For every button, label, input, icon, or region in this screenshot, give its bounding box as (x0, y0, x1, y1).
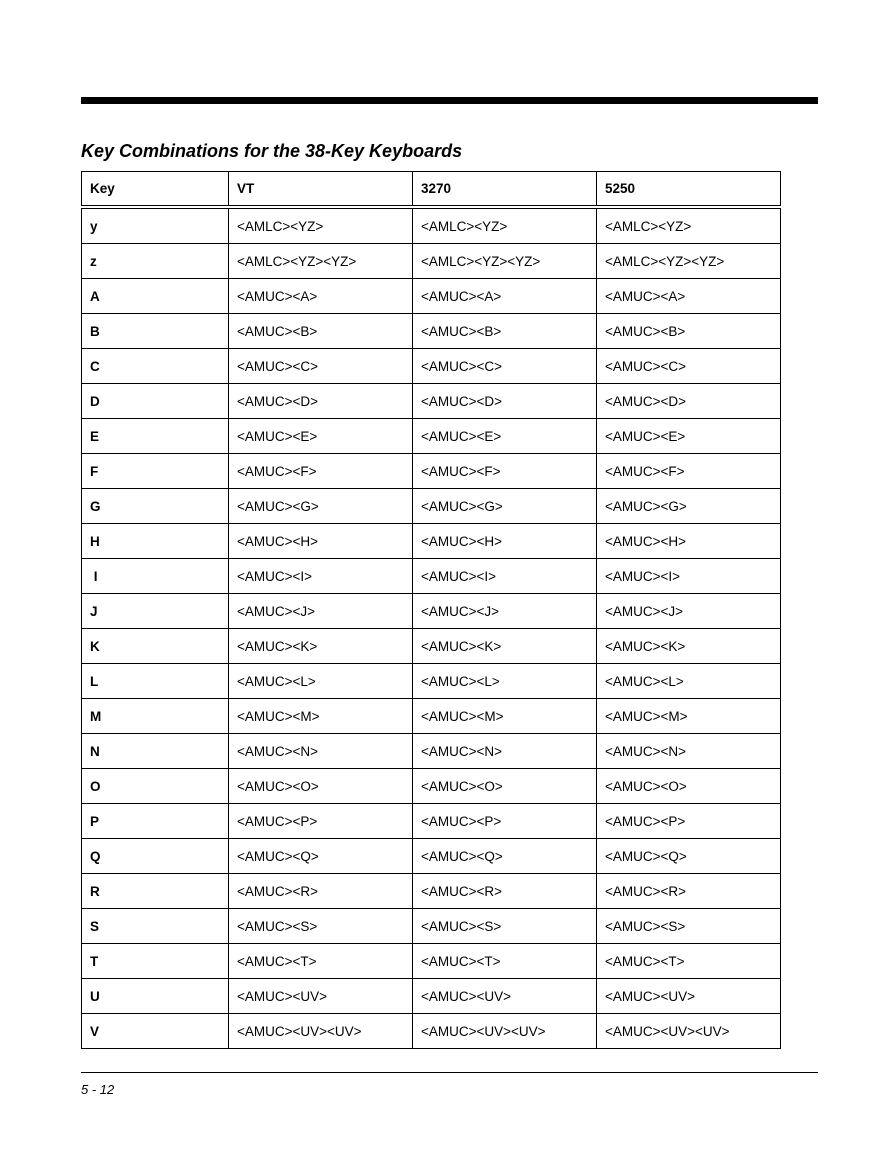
cell-vt: <AMUC><Q> (229, 839, 413, 874)
cell-vt: <AMUC><N> (229, 734, 413, 769)
cell-vt: <AMLC><YZ><YZ> (229, 244, 413, 279)
cell-5250: <AMUC><C> (597, 349, 781, 384)
cell-5250: <AMUC><I> (597, 559, 781, 594)
cell-3270: <AMUC><UV><UV> (413, 1014, 597, 1049)
cell-key: M (82, 699, 229, 734)
cell-key: E (82, 419, 229, 454)
cell-3270: <AMUC><C> (413, 349, 597, 384)
cell-vt: <AMUC><G> (229, 489, 413, 524)
page-number: 5 - 12 (81, 1082, 115, 1097)
cell-3270: <AMLC><YZ><YZ> (413, 244, 597, 279)
cell-3270: <AMUC><K> (413, 629, 597, 664)
cell-vt: <AMUC><P> (229, 804, 413, 839)
cell-vt: <AMUC><L> (229, 664, 413, 699)
cell-3270: <AMUC><H> (413, 524, 597, 559)
cell-5250: <AMUC><Q> (597, 839, 781, 874)
cell-5250: <AMUC><L> (597, 664, 781, 699)
cell-5250: <AMUC><J> (597, 594, 781, 629)
cell-5250: <AMUC><S> (597, 909, 781, 944)
column-header-3270: 3270 (413, 172, 597, 208)
table-row (82, 454, 781, 489)
cell-key: D (82, 384, 229, 419)
table-row (82, 909, 781, 944)
table-body (82, 207, 781, 1049)
cell-vt: <AMLC><YZ> (229, 207, 413, 244)
cell-3270: <AMUC><N> (413, 734, 597, 769)
cell-5250: <AMUC><F> (597, 454, 781, 489)
cell-3270: <AMUC><J> (413, 594, 597, 629)
cell-5250: <AMUC><P> (597, 804, 781, 839)
cell-vt: <AMUC><T> (229, 944, 413, 979)
table-row (82, 874, 781, 909)
cell-3270: <AMUC><UV> (413, 979, 597, 1014)
cell-3270: <AMUC><M> (413, 699, 597, 734)
column-header-key: Key (82, 172, 229, 208)
bottom-rule (81, 1072, 818, 1073)
cell-key: A (82, 279, 229, 314)
cell-key: B (82, 314, 229, 349)
cell-5250: <AMUC><H> (597, 524, 781, 559)
cell-vt: <AMUC><R> (229, 874, 413, 909)
cell-key: S (82, 909, 229, 944)
cell-key: U (82, 979, 229, 1014)
cell-5250: <AMUC><T> (597, 944, 781, 979)
cell-key: Q (82, 839, 229, 874)
table-row (82, 279, 781, 314)
page-title: Key Combinations for the 38-Key Keyboards (81, 141, 463, 161)
cell-3270: <AMUC><S> (413, 909, 597, 944)
table-row (82, 489, 781, 524)
cell-key: z (82, 244, 229, 279)
table-header-row (82, 172, 781, 208)
table-row (82, 664, 781, 699)
top-rule (81, 97, 818, 104)
cell-key: I (82, 559, 229, 594)
cell-key: V (82, 1014, 229, 1049)
cell-vt: <AMUC><K> (229, 629, 413, 664)
cell-vt: <AMUC><C> (229, 349, 413, 384)
cell-vt: <AMUC><B> (229, 314, 413, 349)
cell-vt: <AMUC><J> (229, 594, 413, 629)
cell-key: O (82, 769, 229, 804)
cell-5250: <AMLC><YZ><YZ> (597, 244, 781, 279)
cell-key: G (82, 489, 229, 524)
cell-5250: <AMUC><B> (597, 314, 781, 349)
cell-5250: <AMUC><N> (597, 734, 781, 769)
cell-key: J (82, 594, 229, 629)
table-row (82, 559, 781, 594)
table-row (82, 629, 781, 664)
table-row (82, 314, 781, 349)
cell-5250: <AMUC><D> (597, 384, 781, 419)
cell-3270: <AMUC><Q> (413, 839, 597, 874)
column-header-vt: VT (229, 172, 413, 208)
cell-vt: <AMUC><M> (229, 699, 413, 734)
cell-5250: <AMUC><G> (597, 489, 781, 524)
cell-3270: <AMUC><F> (413, 454, 597, 489)
cell-5250: <AMUC><O> (597, 769, 781, 804)
cell-vt: <AMUC><D> (229, 384, 413, 419)
table-row (82, 524, 781, 559)
cell-key: y (82, 207, 229, 244)
table-row (82, 769, 781, 804)
cell-key: C (82, 349, 229, 384)
cell-3270: <AMUC><O> (413, 769, 597, 804)
cell-key: H (82, 524, 229, 559)
cell-3270: <AMUC><R> (413, 874, 597, 909)
table-row (82, 1014, 781, 1049)
cell-vt: <AMUC><A> (229, 279, 413, 314)
table-row (82, 699, 781, 734)
cell-3270: <AMUC><T> (413, 944, 597, 979)
cell-3270: <AMLC><YZ> (413, 207, 597, 244)
cell-3270: <AMUC><A> (413, 279, 597, 314)
cell-vt: <AMUC><F> (229, 454, 413, 489)
cell-vt: <AMUC><E> (229, 419, 413, 454)
table-row (82, 839, 781, 874)
cell-key: L (82, 664, 229, 699)
cell-5250: <AMUC><UV> (597, 979, 781, 1014)
cell-5250: <AMUC><UV><UV> (597, 1014, 781, 1049)
table-row (82, 244, 781, 279)
cell-key: N (82, 734, 229, 769)
cell-key: P (82, 804, 229, 839)
table-row (82, 384, 781, 419)
cell-3270: <AMUC><D> (413, 384, 597, 419)
table-row (82, 207, 781, 244)
cell-vt: <AMUC><UV><UV> (229, 1014, 413, 1049)
cell-key: K (82, 629, 229, 664)
cell-5250: <AMLC><YZ> (597, 207, 781, 244)
cell-vt: <AMUC><UV> (229, 979, 413, 1014)
cell-5250: <AMUC><K> (597, 629, 781, 664)
table-row (82, 594, 781, 629)
cell-3270: <AMUC><P> (413, 804, 597, 839)
column-header-5250: 5250 (597, 172, 781, 208)
table-row (82, 349, 781, 384)
cell-vt: <AMUC><O> (229, 769, 413, 804)
cell-5250: <AMUC><R> (597, 874, 781, 909)
cell-3270: <AMUC><G> (413, 489, 597, 524)
table-row (82, 944, 781, 979)
cell-vt: <AMUC><S> (229, 909, 413, 944)
cell-3270: <AMUC><L> (413, 664, 597, 699)
table-row (82, 419, 781, 454)
key-combinations-table (81, 171, 781, 1049)
cell-key: F (82, 454, 229, 489)
cell-3270: <AMUC><B> (413, 314, 597, 349)
cell-5250: <AMUC><M> (597, 699, 781, 734)
cell-key: R (82, 874, 229, 909)
cell-5250: <AMUC><A> (597, 279, 781, 314)
table-row (82, 734, 781, 769)
cell-3270: <AMUC><E> (413, 419, 597, 454)
cell-vt: <AMUC><I> (229, 559, 413, 594)
table-row (82, 979, 781, 1014)
table-row (82, 804, 781, 839)
cell-3270: <AMUC><I> (413, 559, 597, 594)
cell-5250: <AMUC><E> (597, 419, 781, 454)
cell-vt: <AMUC><H> (229, 524, 413, 559)
cell-key: T (82, 944, 229, 979)
